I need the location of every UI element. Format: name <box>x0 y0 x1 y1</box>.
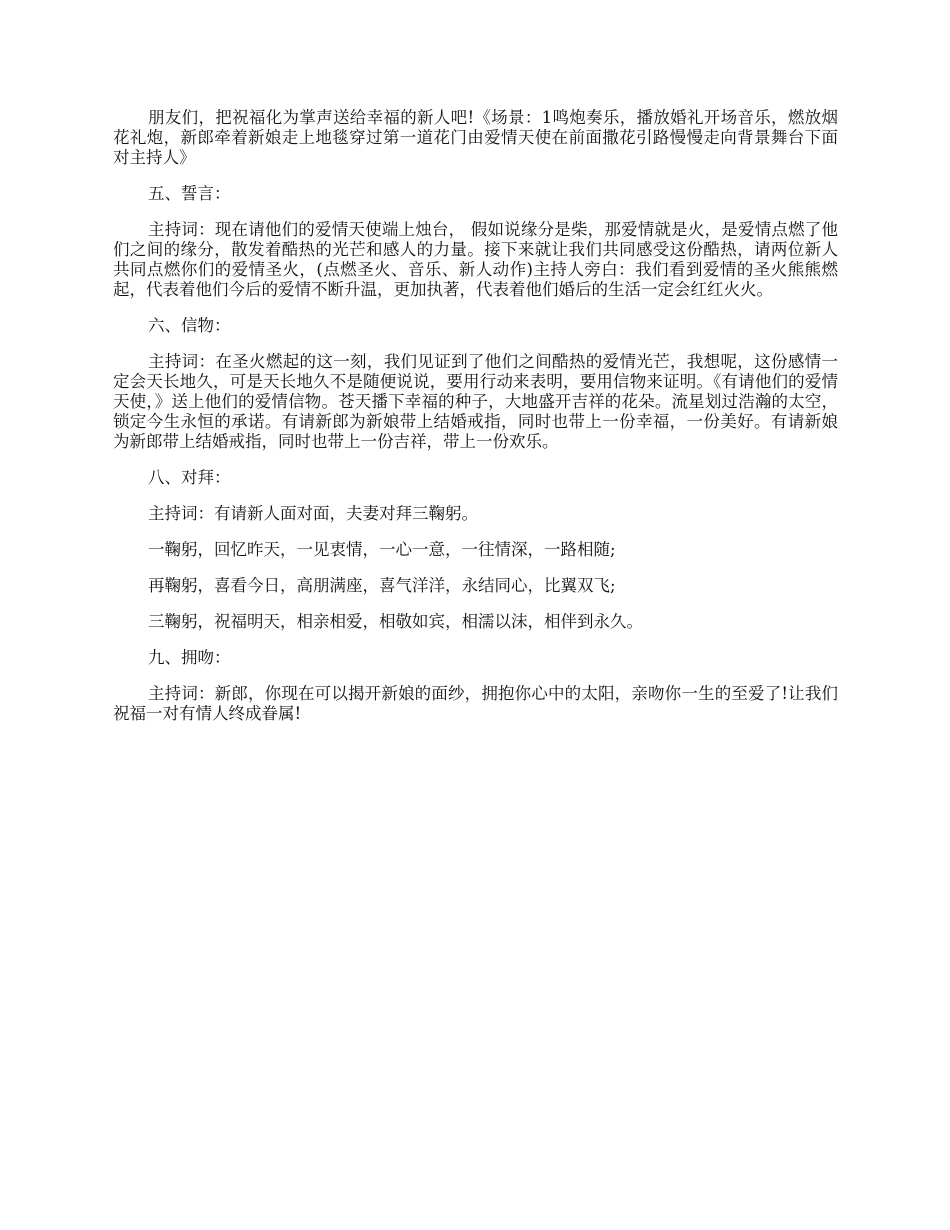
section-heading-vows: 五、誓言： <box>148 184 231 203</box>
paragraph-vows: 主持词：现在请他们的爱情天使端上烛台， 假如说缘分是柴，那爱情就是火，是爱情点燃了他们之间的缘分，散发着酷热的光芒和感人的力量。接下来就让我们共同感受这份酷热，请两位新人共同点燃你们的爱情圣火，(点燃圣火、音乐、新人动作)主持人旁白：我们看到爱情的圣火熊熊燃起，代表着他们今后的爱情不断升温，更加执著，代表着他们婚后的生活一定会红红火火。 <box>113 220 838 299</box>
document-body <box>113 108 838 740</box>
paragraph-kiss: 主持词：新郎，你现在可以揭开新娘的面纱，拥抱你心中的太阳，亲吻你一生的至爱了!让我们祝福一对有情人终成眷属! <box>113 684 838 723</box>
paragraph-second-bow: 再鞠躬，喜看今日，高朋满座，喜气洋洋，永结同心，比翼双飞; <box>148 576 616 595</box>
paragraph-first-bow: 一鞠躬，回忆昨天，一见衷情，一心一意，一往情深，一路相随; <box>148 540 616 559</box>
paragraph-bow-intro: 主持词：有请新人面对面，夫妻对拜三鞠躬。 <box>148 504 478 523</box>
paragraph-intro: 朋友们，把祝福化为掌声送给幸福的新人吧!《场景：1鸣炮奏乐，播放婚礼开场音乐，燃放烟花礼炮，新郎牵着新娘走上地毯穿过第一道花门由爱情天使在前面撒花引路慢慢走向背景舞台下面对主持人》 <box>113 108 838 167</box>
section-heading-kiss: 九、拥吻： <box>148 648 231 667</box>
paragraph-tokens: 主持词：在圣火燃起的这一刻，我们见证到了他们之间酷热的爱情光芒，我想呢，这份感情一定会天长地久，可是天长地久不是随便说说，要用行动来表明，要用信物来证明。《有请他们的爱情天使，》送上他们的爱情信物。苍天播下幸福的种子，大地盛开吉祥的花朵。流星划过浩瀚的太空，锁定今生永恒的承诺。有请新郎为新娘带上结婚戒指，同时也带上一份幸福，一份美好。有请新娘为新郎带上结婚戒指，同时也带上一份吉祥，带上一份欢乐。 <box>113 352 838 451</box>
paragraph-third-bow: 三鞠躬，祝福明天，相亲相爱，相敬如宾，相濡以沫，相伴到永久。 <box>148 612 643 631</box>
section-heading-bow: 八、对拜： <box>148 468 231 487</box>
section-heading-tokens: 六、信物： <box>148 316 231 335</box>
